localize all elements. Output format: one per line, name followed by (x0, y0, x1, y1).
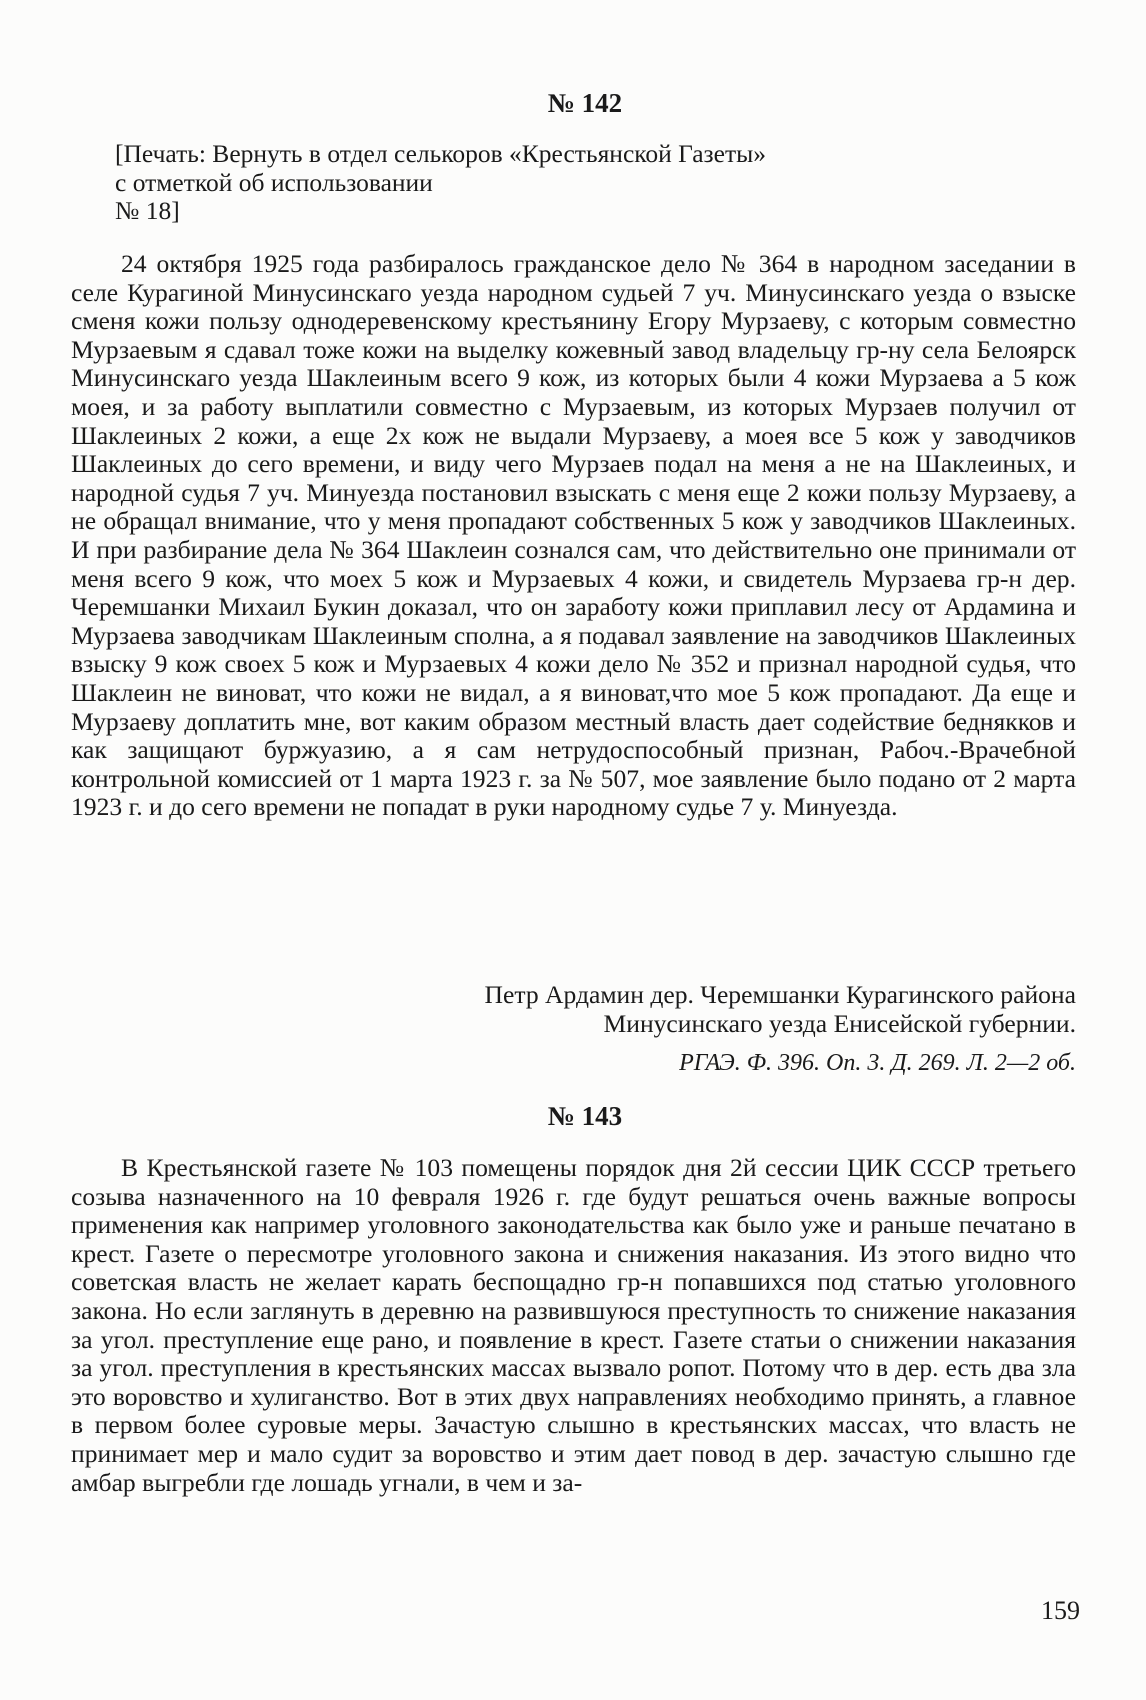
document-body-text: 24 октября 1925 года разбиралось гражданское дело № 364 в народном заседании в селе Курагиной Минусинскаго уезда народном судьей 7 уч. Минусинскаго уезда о взыске сменя кожи пользу однодеревенскому крестьянину Егору Мурзаеву, с которым совместно Мурзаевым я сдавал тоже кожи на выделку кожевный завод владельцу гр-ну села Белоярск Минусинскаго уезда Шаклеиным всего 9 кож, из которых были 4 кожи Мурзаева а 5 кож моея, и за работу выплатили совместно с Мурзаевым, из которых Мурзаев получил от Шаклеиных 2 кожи, а еще 2х кож не выдали Мурзаеву, а моея все 5 кож у заводчиков Шаклеиных до сего времени, и виду чего Мурзаев подал на меня а не на Шаклеиных, и народной судья 7 уч. Минуезда постановил взыскать с меня еще 2 кожи пользу Мурзаеву, а не обращал внимание, что у меня пропадают собственных 5 кож у заводчиков Шаклеиных. И при разбирание дела № 364 Шаклеин сознался сам, что действительно оне принимали от меня всего 9 кож, что моех 5 кож и Мурзаевых 4 кожи, и свидетель Мурзаева гр-н дер. Черемшанки Михаил Букин доказал, что он заработу кожи приплавил лесу от Ардамина и Мурзаева заводчикам Шаклеиным сполна, а я подавал заявление на заводчиков Шаклеиных взыску 9 кож своех 5 кож и Мурзаевых 4 кожи дело № 352 и признал народной судья, что Шаклеин не виноват, что кожи не видал, а я виноват,что мое 5 кож пропадают. Да еще и Мурзаеву доплатить мне, вот каким образом местный власть дает содействие беднякков и как защищают буржуазию, а я сам нетрудоспособный признан, Рабоч.-Врачебной контрольной комиссией от 1 марта 1923 г. за № 507, мое заявление было подано от 2 марта 1923 г. и до сего времени не попадат в руки народному судье 7 у. Минуезда. (71, 249, 1076, 822)
stamp-line: [Печать: Вернуть в отдел селькоров «Крестьянской Газеты» (115, 139, 766, 168)
signature-line: Петр Ардамин дер. Черемшанки Курагинского района (484, 980, 1076, 1009)
document-number-heading: № 143 (547, 1101, 623, 1131)
signature-line: Минусинскаго уезда Енисейской губернии. (603, 1009, 1076, 1038)
author-signature (360, 980, 1076, 1038)
archive-reference: РГАЭ. Ф. 396. Оп. 3. Д. 269. Л. 2—2 об. (679, 1050, 1076, 1076)
document-number-heading: № 142 (547, 88, 623, 118)
page-number: 159 (1041, 1596, 1080, 1625)
stamp-line: с отметкой об использовании (115, 167, 433, 197)
document-body-text: В Крестьянской газете № 103 помещены порядок дня 2й сессии ЦИК СССР третьего созыва назначенного на 10 февраля 1926 г. где будут решаться очень важные вопросы применения как например уголовного законодательства как было уже и раньше печатано в крест. Газете о пересмотре уголовного закона и снижения наказания. Из этого видно что советская власть не желает карать беспощадно гр-н попавшихся под статью уголовного закона. Но если заглянуть в деревню на развившуюся преступность то снижение наказания за угол. преступление еще рано, и появление в крест. Газете статьи о снижении наказания за угол. преступления в крестьянских массах вызвало ропот. Потому что в дер. есть два зла это воровство и хулиганство. Вот в этих двух направлениях необходимо принять, а главное в первом более суровые меры. Зачастую слышно в крестьянских массах, что власть не принимает мер и мало судит за воровство и этим дает повод в дер. зачастую слышно где амбар выгребли где лошадь угнали, в чем и за- (71, 1153, 1076, 1497)
stamp-line: № 18] (115, 196, 180, 225)
stamp-note (115, 140, 975, 226)
